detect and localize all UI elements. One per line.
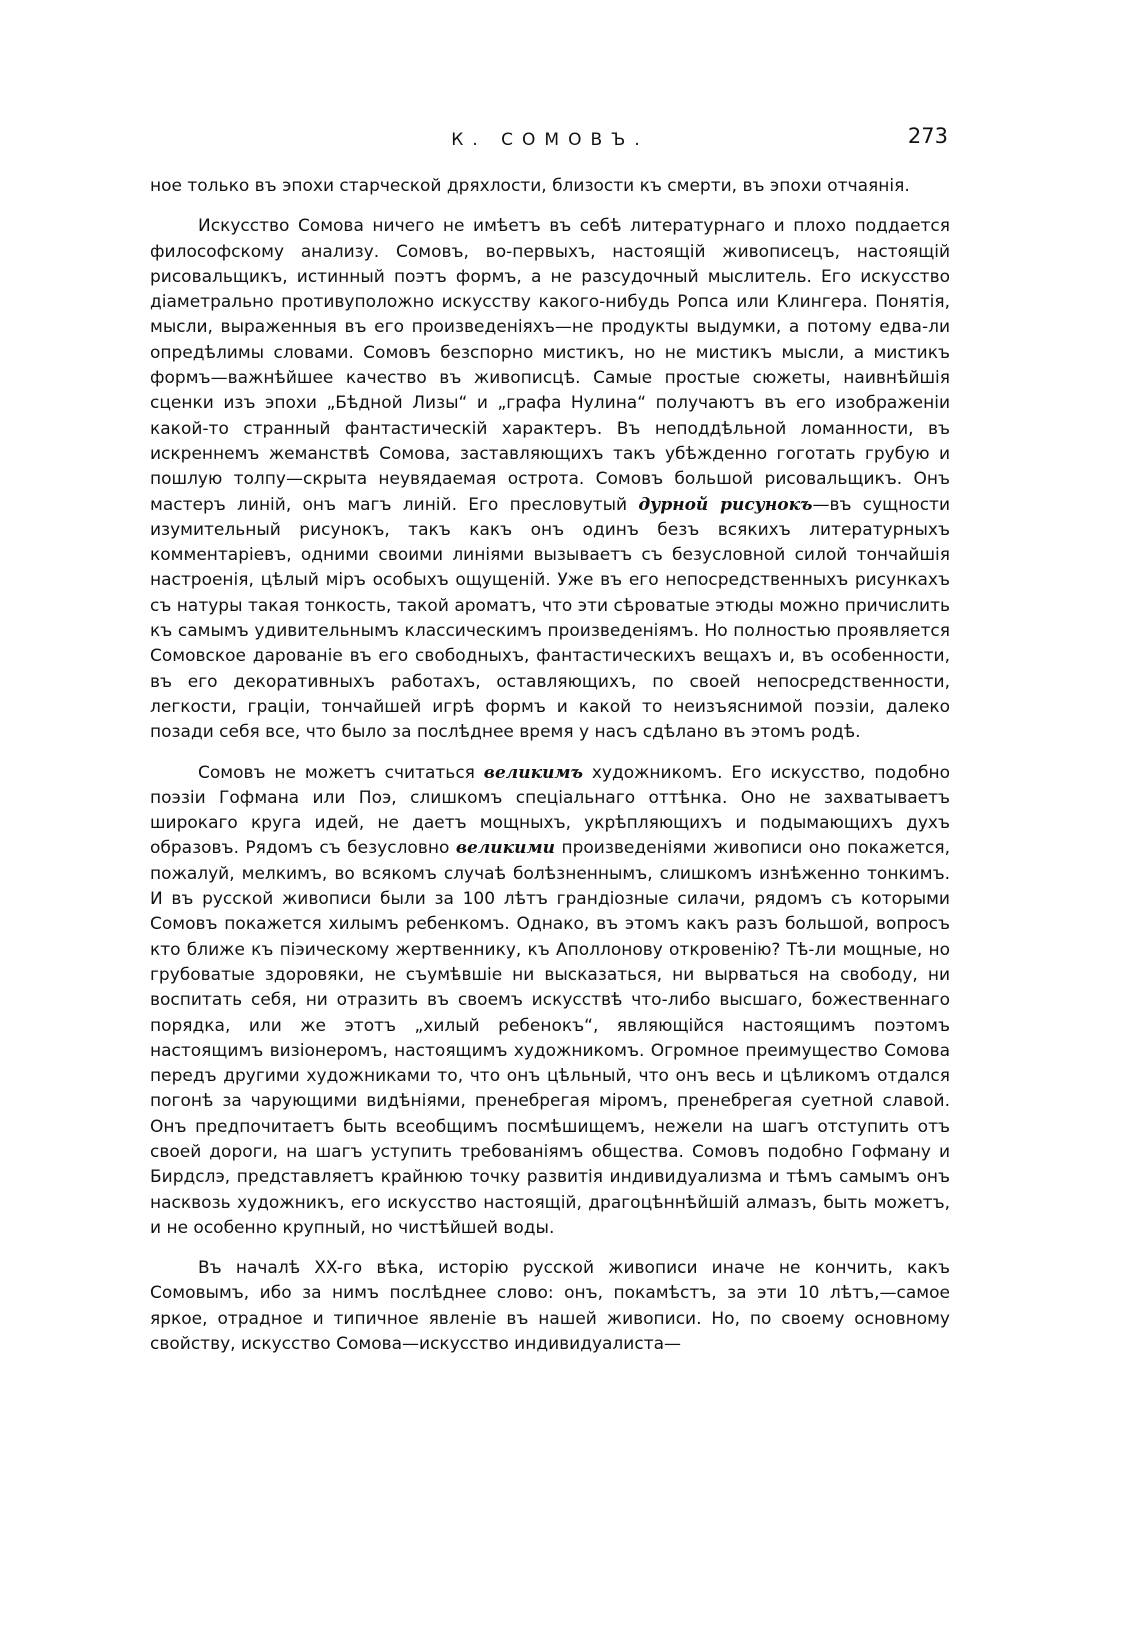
paragraph-2: [150, 214, 950, 745]
paragraph-3-text-a: Сомовъ не можетъ считаться: [198, 762, 475, 783]
paragraph-1: [150, 174, 950, 199]
page-header: [150, 124, 950, 154]
paragraph-2-text-b: —въ сущности изумительный рисунокъ, такъ какъ онъ одинъ безъ всякихъ литературныхъ комментаріевъ, одними своими линіями вызываетъ съ безусловной силой тончайшія настроенія, цѣлый міръ особыхъ ощущеній. Уже въ его непосредственныхъ рисункахъ съ натуры такая тонкость, такой ароматъ, что эти сѣроватые этюды можно причислить къ самымъ удивительнымъ классическимъ произведеніямъ. Но полностью проявляется Сомовское дарованіе въ его свободныхъ, фантастическихъ вещахъ и, въ особенности, въ его декоративныхъ работахъ, оставляющихъ, по своей непосредственности, легкости, граціи, тончайшей игрѣ формъ и какой то неизъяснимой поэзіи, далеко позади себя все, что было за послѣднее время у насъ сдѣлано въ этомъ родѣ.: [150, 494, 950, 743]
paragraph-2-text-a: Искусство Сомова ничего не имѣетъ въ себѣ литературнаго и плохо поддается философскому анализу. Сомовъ, во-первыхъ, настоящій живописецъ, настоящій рисовальщикъ, истинный поэтъ формъ, а не разсудочный мыслитель. Его искусство діаметрально противуположно искусству какого-нибудь Ропса или Клингера. Понятія, мысли, выраженныя въ его произведеніяхъ—не продукты выдумки, а потому едва-ли опредѣлимы словами. Сомовъ безспорно мистикъ, но не мистикъ мысли, а мистикъ формъ—важнѣйшее качество въ живописцѣ. Самые простые сюжеты, наивнѣйшія сценки изъ эпохи „Бѣдной Лизы“ и „графа Нулина“ получаютъ въ его изображеніи какой-то странный фантастическій характеръ. Въ неподдѣльной ломанности, въ искреннемъ жеманствѣ Сомова, заставляющихъ такъ убѣжденно гоготать грубую и пошлую толпу—скрыта неувядаемая острота. Сомовъ большой рисовальщикъ. Онъ мастеръ линій, онъ магъ линій. Его пресловутый: [150, 216, 950, 515]
paragraph-3-text-b: художникомъ. Его искусство, подобно поэзіи Гофмана или Поэ, слишкомъ спеціальнаго оттѣнка. Оно не захватываетъ широкаго круга идей, не даетъ мощныхъ, укрѣпляющихъ и подымающихъ духъ образовъ. Рядомъ съ безусловно: [150, 762, 951, 859]
body-text: [150, 174, 950, 1357]
paragraph-3-text-c: произведеніями живописи оно покажется, пожалуй, мелкимъ, во всякомъ случаѣ болѣзненнымъ, слишкомъ изнѣженно тонкимъ. И въ русской живописи были за 100 лѣтъ грандіозные силачи, рядомъ съ которыми Сомовъ покажется хилымъ ребенкомъ. Однако, въ этомъ какъ разъ большой, вопросъ кто ближе къ піэическому жертвеннику, къ Аполлонову откровенію? Тѣ-ли мощные, но грубоватые здоровяки, не съумѣвшіе ни высказаться, ни вырваться на свободу, ни воспитать себя, ни отразить въ своемъ искусствѣ что-либо высшаго, божественнаго порядка, или же этотъ „хилый ребенокъ“, являющійся настоящимъ поэтомъ настоящимъ визіонеромъ, настоящимъ художникомъ. Огромное преимущество Сомова передъ другими художниками то, что онъ цѣльный, что онъ весь и цѣликомъ отдался погонѣ за чарующими видѣніями, пренебрегая міромъ, пренебрегая суетной славой. Онъ предпочитаетъ быть всеобщимъ посмѣшищемъ, нежели на шагъ отступить отъ своей дороги, на шагъ уступить требованіямъ общества. Сомовъ подобно Гофману и Бирдслэ, представляетъ крайнюю точку развитія индивидуализма и тѣмъ самымъ онъ насквозь художникъ, его искусство настоящій, драгоцѣннѣйшій алмазъ, быть можетъ, и не особенно крупный, но чистѣйшей воды.: [150, 838, 951, 1238]
paragraph-3-italic-word-2: великими: [455, 838, 556, 859]
paragraph-3: [150, 761, 950, 1242]
paragraph-3-italic-word-1: великимъ: [483, 762, 583, 783]
paragraph-4-text: Въ началѣ XX-го вѣка, исторію русской живописи иначе не кончить, какъ Сомовымъ, ибо за нимъ послѣднее слово: онъ, покамѣстъ, за эти 10 лѣтъ,—самое яркое, отрадное и типичное явленіе въ нашей живописи. Но, по своему основному свойству, искусство Сомова—искусство индивидуалиста—: [150, 1258, 950, 1355]
running-title: К. СОМОВЪ.: [451, 130, 649, 150]
page-number: 273: [907, 124, 948, 148]
paragraph-4: [150, 1256, 950, 1357]
paragraph-2-italic-phrase: дурной рисунокъ: [638, 494, 813, 515]
paragraph-1-text: ное только въ эпохи старческой дряхлости, близости къ смерти, въ эпохи отчаянія.: [150, 176, 910, 196]
